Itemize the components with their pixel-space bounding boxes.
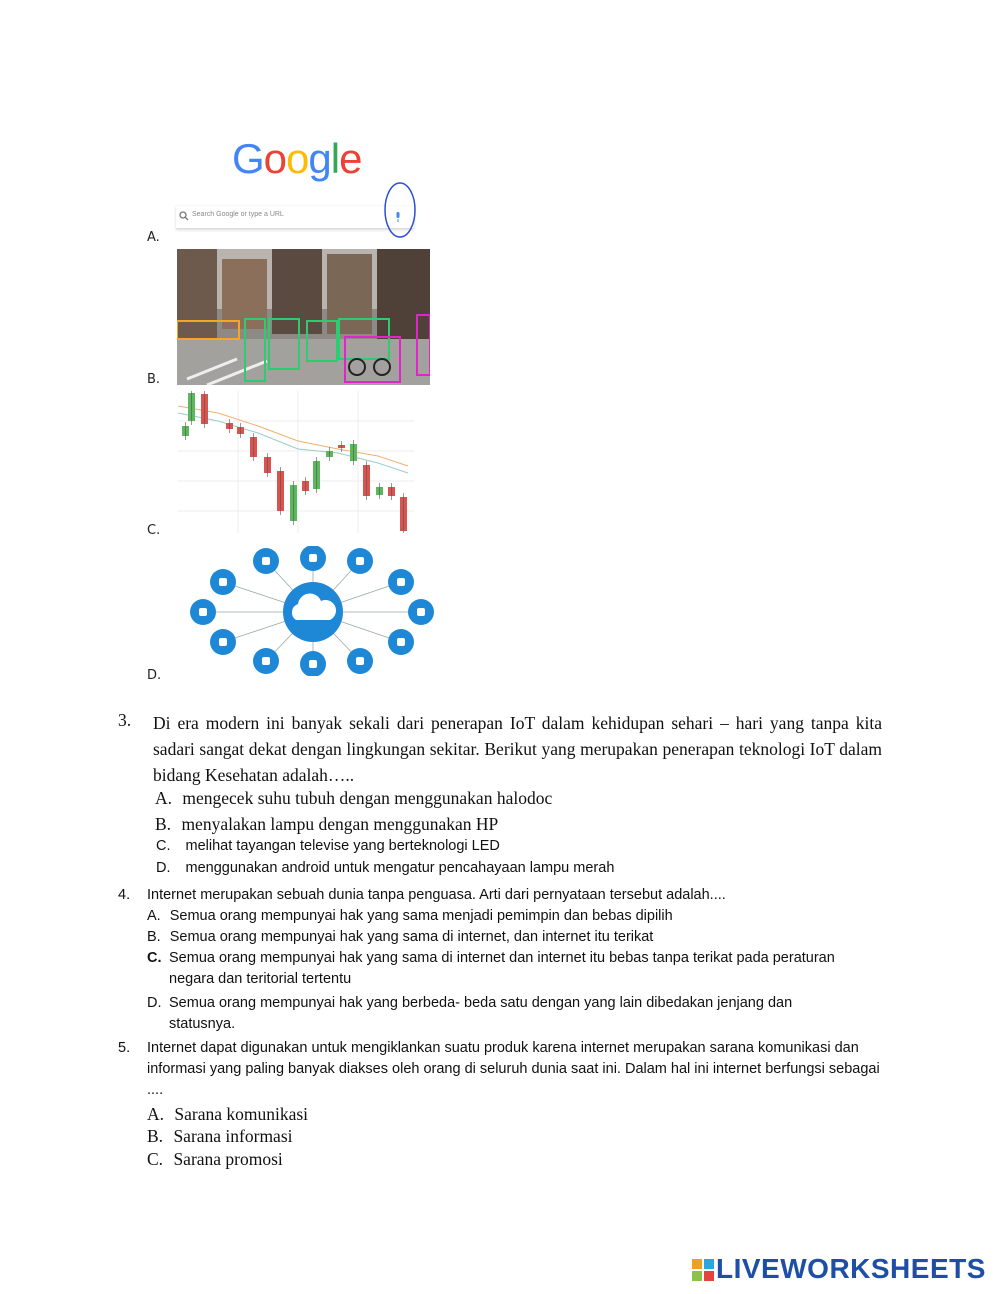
google-logo: Google xyxy=(232,135,362,182)
iot-device-glyph xyxy=(309,554,317,562)
q3-option-a xyxy=(155,788,552,809)
q3-option-c-text: melihat tayangan televise yang berteknologi LED xyxy=(185,838,500,854)
q4-text: Internet merupakan sebuah dunia tanpa penguasa. Arti dari pernyataan tersebut adalah.... xyxy=(147,887,726,903)
q3-option-c-letter: C. xyxy=(156,838,171,854)
iot-device-glyph xyxy=(262,657,270,665)
google-search-box xyxy=(176,206,414,229)
object-detection-image xyxy=(177,249,430,385)
q5-number: 5. xyxy=(118,1040,131,1056)
liveworksheets-grid-icon xyxy=(692,1259,714,1281)
q3-option-d-letter: D. xyxy=(156,860,171,876)
option-d-label: D. xyxy=(147,668,162,683)
q5-text: Internet dapat digunakan untuk mengiklankan suatu produk karena internet merupakan sarana komunikasi dan informasi yang paling banyak diakses oleh orang di seluruh dunia saat ini. Dalam hal ini internet berfungsi sebagai .... xyxy=(147,1040,880,1098)
option-a-label: A. xyxy=(147,230,160,245)
q4-option-d-letter: D. xyxy=(147,995,162,1011)
q5-option-a xyxy=(147,1104,308,1125)
q4-option-a-text: Semua orang mempunyai hak yang sama menjadi pemimpin dan bebas dipilih xyxy=(169,908,673,924)
q5-option-c-text: Sarana promosi xyxy=(173,1149,283,1169)
q4-option-c-letter: C. xyxy=(147,950,162,966)
option-c-label: C. xyxy=(147,523,161,538)
q4-number: 4. xyxy=(118,887,131,903)
option-b-label: B. xyxy=(147,372,161,387)
circle-highlight-icon xyxy=(380,180,420,240)
q3-number: 3. xyxy=(118,710,132,730)
q4-option-c xyxy=(147,948,857,990)
q5-option-b xyxy=(147,1126,293,1147)
candlestick-chart-image xyxy=(178,391,414,533)
search-icon xyxy=(179,211,189,221)
q3-option-d xyxy=(156,860,614,876)
q5-option-b-text: Sarana informasi xyxy=(173,1126,293,1146)
q3-text: Di era modern ini banyak sekali dari penerapan IoT dalam kehidupan sehari – hari yang tanpa kita sadari sangat dekat dengan lingkungan sekitar. Berikut yang merupakan penerapan teknologi IoT dalam bidang Kesehatan adalah….. xyxy=(153,713,882,785)
q5-option-c xyxy=(147,1149,283,1170)
iot-device-glyph xyxy=(397,578,405,586)
google-search-image xyxy=(176,135,426,243)
q4-option-b-text: Semua orang mempunyai hak yang sama di internet, dan internet itu terikat xyxy=(169,929,654,945)
q5-option-b-letter: B. xyxy=(147,1126,164,1146)
q3-option-a-letter: A. xyxy=(155,788,173,808)
iot-device-glyph xyxy=(262,557,270,565)
iot-device-glyph xyxy=(219,578,227,586)
q4-option-d xyxy=(147,993,852,1035)
iot-cloud-diagram-image xyxy=(183,546,440,676)
q4-option-c-text: Semua orang mempunyai hak yang sama di internet dan internet itu bebas tanpa terikat pada peraturan negara dan teritorial tertentu xyxy=(169,950,835,987)
q4-option-d-text: Semua orang mempunyai hak yang berbeda- beda satu dengan yang lain dibedakan jenjang dan statusnya. xyxy=(169,995,793,1032)
iot-device-glyph xyxy=(417,608,425,616)
q3-option-c xyxy=(156,838,500,854)
q3-option-d-text: menggunakan android untuk mengatur pencahayaan lampu merah xyxy=(185,860,615,876)
q4-option-a-letter: A. xyxy=(147,908,161,924)
iot-device-glyph xyxy=(199,608,207,616)
iot-device-glyph xyxy=(309,660,317,668)
q4-option-a xyxy=(147,906,882,927)
iot-device-glyph xyxy=(356,657,364,665)
q3-option-a-text: mengecek suhu tubuh dengan menggunakan halodoc xyxy=(182,788,553,808)
q5-option-a-text: Sarana komunikasi xyxy=(174,1104,309,1124)
q4-option-b xyxy=(147,927,882,948)
iot-device-glyph xyxy=(397,638,405,646)
search-placeholder: Search Google or type a URL xyxy=(192,211,284,218)
q3-option-b-letter: B. xyxy=(155,814,172,834)
q5-option-a-letter: A. xyxy=(147,1104,165,1124)
q3-option-b xyxy=(155,814,498,835)
q5-option-c-letter: C. xyxy=(147,1149,164,1169)
iot-device-glyph xyxy=(219,638,227,646)
liveworksheets-logo-text: LIVEWORKSHEETS xyxy=(716,1253,986,1284)
iot-device-glyph xyxy=(356,557,364,565)
q4-option-b-letter: B. xyxy=(147,929,161,945)
q3-option-b-text: menyalakan lampu dengan menggunakan HP xyxy=(181,814,499,834)
